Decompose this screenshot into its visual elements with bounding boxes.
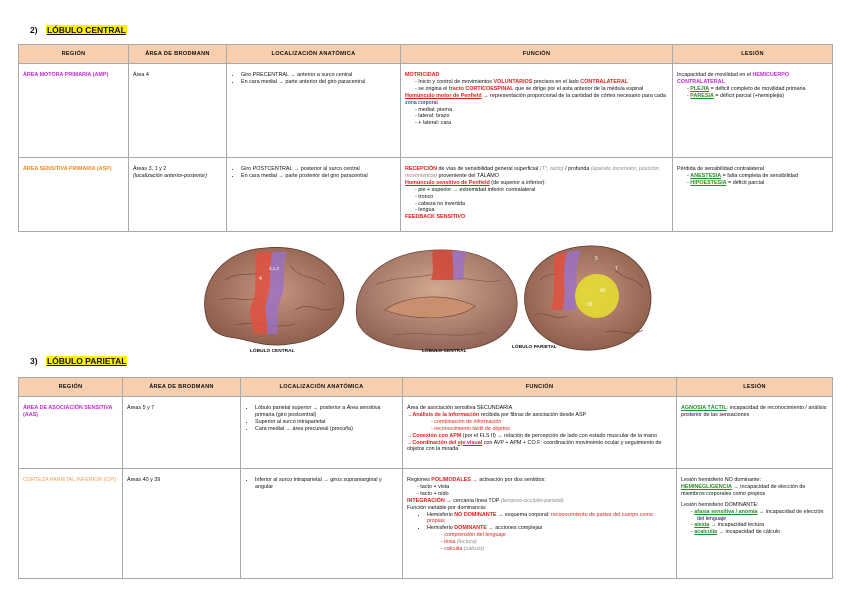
caption-brain-3: LÓBULO PARIETAL bbox=[512, 345, 557, 350]
header-localization: LOCALIZACIÓN ANATÓMICA bbox=[227, 45, 401, 64]
section-title: LÓBULO PARIETAL bbox=[46, 356, 127, 366]
region-cell: CORTEZA PARIETAL INFERIOR (CPI) bbox=[19, 469, 123, 579]
brain-parietal-image bbox=[525, 246, 651, 350]
brodmann-cell: Áreas 3, 1 y 2 (localización anterior-posterior) bbox=[129, 158, 227, 232]
section-heading-central bbox=[30, 25, 127, 35]
function-cell: RECEPCIÓN de vías de sensibilidad general superficial (T°, tacto) / profunda (aparato locomotor, posición, movimientos) proveniente del TÁLAMO Homúnculo sensitivo de Penfield (de superior a inferior): - pie + superior → extremidad inferior contralateral - tronco - cabeza no invertida - lengua FEEDBACK SENSITIVO bbox=[401, 158, 673, 232]
section-number: 3) bbox=[30, 356, 38, 366]
region-cell: ÁREA MOTORA PRIMARIA (AMP) bbox=[19, 64, 129, 158]
header-lesion: LESIÓN bbox=[677, 378, 833, 397]
lesion-cell: Lesión hemisferio NO dominante: HEMINEGLIGENCIA → incapacidad de elección de miembros corporales como propios Lesión hemisferio DOMINANTE: - afasia sensitiva / anomia → incapacidad de elección del lenguaje - alexia → incapacidad lectura - acalculia → incapacidad de cálculo bbox=[677, 469, 833, 579]
table-header-row bbox=[19, 378, 833, 397]
brain-label-39: 39 bbox=[587, 302, 593, 308]
table-header-row bbox=[19, 45, 833, 64]
brain-lateral-central-image bbox=[205, 247, 344, 345]
lesion-cell: AGNOSIA TÁCTIL: incapacidad de reconocimiento / análisis posterior de las sensaciones bbox=[677, 397, 833, 469]
table-row bbox=[19, 158, 833, 232]
header-region: REGIÓN bbox=[19, 45, 129, 64]
table-row bbox=[19, 64, 833, 158]
table-row bbox=[19, 397, 833, 469]
caption-brain-2: LÓBULO CENTRAL bbox=[422, 349, 467, 354]
header-function: FUNCIÓN bbox=[401, 45, 673, 64]
lesion-cell: Incapacidad de movilidad en el HEMICUERPO CONTRALATERAL - PLEJIA = déficit completo de movilidad primaria - PARESIA = déficit parcial (+hemiplejia) bbox=[673, 64, 833, 158]
localization-cell: • Giro POSTCENTRAL → posterior al surco central • En cara medial → parte posterior del giro paracentral bbox=[227, 158, 401, 232]
region-cell: ÁREA SENSITIVA PRIMARIA (ASP) bbox=[19, 158, 129, 232]
localization-cell: • Lóbulo parietal superior → posterior a Área sensitiva primaria (giro postcentral) • Superior al surco intraparietal • Cara medial → área precuneal (precuña) bbox=[241, 397, 403, 469]
brain-illustrations bbox=[195, 240, 655, 358]
region-cell: ÁREA DE ASOCIACIÓN SENSITIVA (AAS) bbox=[19, 397, 123, 469]
caption-brain-1: LÓBULO CENTRAL bbox=[250, 349, 295, 354]
function-cell: Área de asociación sensitiva SECUNDARIA →Análisis de la información recibida por fibras de asociación desde ASP - combinación de información - reconocimiento táctil de objetos →Conexión con APM (por el FLS II) → relación de percepción de lado con estado muscular de la mano →Coordinación del eje visual con AVP + APM + CO F: coordinación movimiento ocular y seguimiento de objetos con la mirada bbox=[403, 397, 677, 469]
section-heading-parietal bbox=[30, 356, 127, 366]
section-number: 2) bbox=[30, 25, 38, 35]
brain-label-40: 40 bbox=[600, 288, 606, 294]
brain-label-312: 3,1,2 bbox=[269, 266, 280, 271]
header-function: FUNCIÓN bbox=[403, 378, 677, 397]
brain-label-4: 4 bbox=[259, 276, 262, 282]
brain-label-7: 7 bbox=[615, 266, 618, 272]
function-cell: Regiones POLIMODALES → activación por dos sentidos: - tacto + vista - tacto + oído INTEGRACIÓN → cercanía línea TOP (temporo-occipito-parietal) Función variable por dominancia: • Hemisferio NO DOMINANTE → esquema corporal: reconocimiento de partes del cuerpo como propias • Hemisferio DOMINANTE → acciones complejas - comprensión del lenguaje - lexia (lectura) - calculia (cálculo) bbox=[403, 469, 677, 579]
brodmann-cell: Área 4 bbox=[129, 64, 227, 158]
header-lesion: LESIÓN bbox=[673, 45, 833, 64]
brain-label-5: 5 bbox=[595, 256, 598, 262]
header-brodmann: ÁREA DE BRODMANN bbox=[129, 45, 227, 64]
brain-medial-image bbox=[356, 250, 517, 351]
parietal-table bbox=[18, 377, 833, 579]
header-brodmann: ÁREA DE BRODMANN bbox=[123, 378, 241, 397]
section-title: LÓBULO CENTRAL bbox=[46, 25, 126, 35]
function-cell: MOTRICIDAD - Inicio y control de movimientos VOLUNTARIOS precisos en el lado CONTRALATERAL - se origina el tracto CORTICOESPINAL que se dirige por el asta anterior de la médula espinal Homúnculo motor de Penfield → representación proporcional de la cantidad de córtex necesario para cada zona corporal - medial: pierna - lateral: brazo - + lateral: cara bbox=[401, 64, 673, 158]
header-region: REGIÓN bbox=[19, 378, 123, 397]
lesion-cell: Pérdida de sensibilidad contralateral - ANESTESIA = falta completa de sensibilidad - HIPOESTESIA = déficit parcial bbox=[673, 158, 833, 232]
brodmann-cell: Áreas 5 y 7 bbox=[123, 397, 241, 469]
central-table bbox=[18, 44, 833, 232]
brodmann-cell: Áreas 40 y 39 bbox=[123, 469, 241, 579]
localization-cell: • Inferior al surco intraparietal → giros supramarginal y angular bbox=[241, 469, 403, 579]
table-row bbox=[19, 469, 833, 579]
header-localization: LOCALIZACIÓN ANATÓMICA bbox=[241, 378, 403, 397]
localization-cell: • Giro PRECENTRAL → anterior a surco central • En cara medial → parte anterior del giro paracentral bbox=[227, 64, 401, 158]
